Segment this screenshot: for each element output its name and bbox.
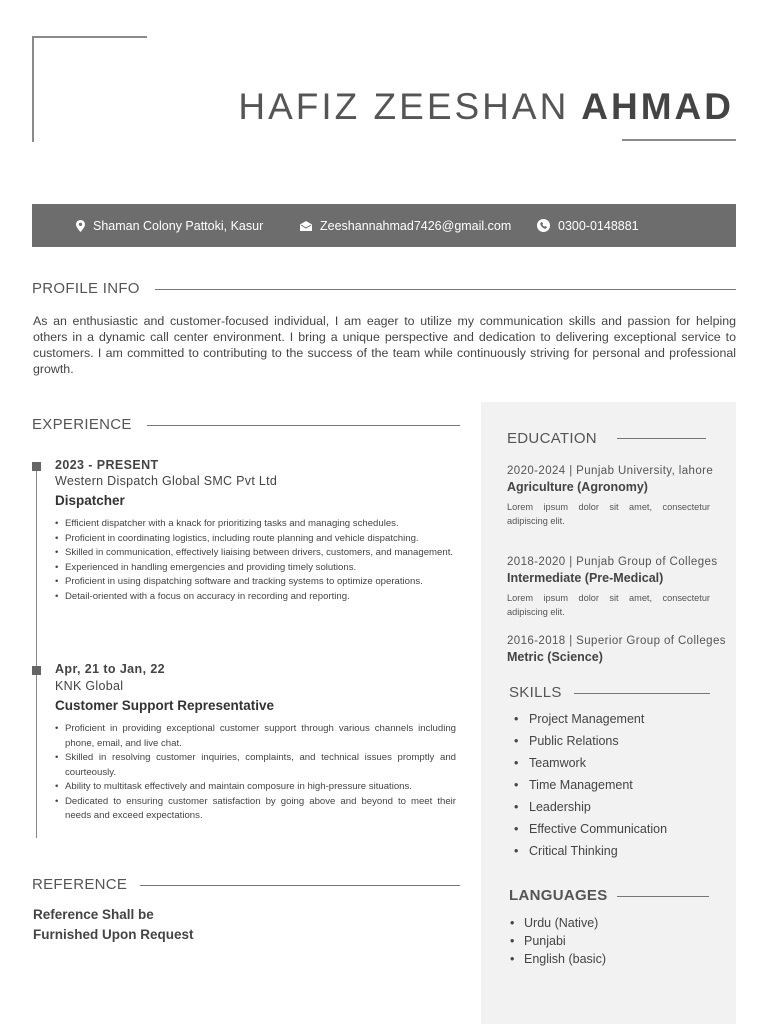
address-text: Shaman Colony Pattoki, Kasur — [93, 218, 264, 233]
contact-address — [76, 204, 263, 247]
skills-section-title: SKILLS — [509, 684, 562, 701]
education-date: 2016-2018 | Superior Group of Colleges — [507, 635, 726, 647]
job-company: Western Dispatch Global SMC Pvt Ltd — [55, 474, 278, 488]
profile-section-title: PROFILE INFO — [32, 280, 140, 297]
education-description: Lorem ipsum dolor sit amet, consectetur adipiscing elit. — [507, 593, 710, 617]
reference-section-title: REFERENCE — [32, 876, 128, 893]
languages-list — [524, 914, 606, 968]
job-bullet: • Efficient dispatcher with a knack for prioritizing tasks and managing schedules. — [55, 517, 456, 532]
profile-section-line — [155, 289, 736, 290]
job-bullet: • Experienced in handling emergencies and providing timely solutions. — [55, 561, 456, 576]
first-name: HAFIZ ZEESHAN — [238, 86, 570, 127]
job-title: Customer Support Representative — [55, 698, 275, 713]
reference-text — [33, 905, 194, 944]
timeline-marker — [32, 666, 41, 675]
skills-section-line — [574, 693, 710, 694]
languages-section-title: LANGUAGES — [509, 887, 608, 904]
job-bullet-list — [55, 722, 456, 824]
email-text[interactable]: Zeeshannahmad7426@gmail.com — [320, 218, 512, 233]
corner-frame-vertical — [32, 36, 34, 142]
skill-item: • Critical Thinking — [529, 841, 667, 863]
phone-icon — [537, 219, 550, 232]
name-underline — [622, 139, 736, 141]
education-degree: Intermediate (Pre-Medical) — [507, 571, 664, 585]
education-degree: Agriculture (Agronomy) — [507, 480, 648, 494]
skill-item: • Teamwork — [529, 753, 667, 775]
education-item — [507, 635, 737, 664]
job-bullet-list — [55, 517, 456, 604]
profile-text: As an enthusiastic and customer-focused individual, I am eager to utilize my communication skills and passion for helping others in a dynamic call center environment. I bring a unique perspective and dedication to delivering exceptional service to customers. I am committed to contributing to the success of the team while continuously striving for personal and professional growth. — [33, 314, 736, 376]
reference-line: Reference Shall be — [33, 907, 154, 922]
job-bullet: • Dedicated to ensuring customer satisfaction by going above and beyond to meet their needs and exceed expectations. — [55, 795, 456, 824]
experience-section-title: EXPERIENCE — [32, 416, 132, 433]
job-title: Dispatcher — [55, 493, 125, 508]
education-date: 2018-2020 | Punjab Group of Colleges — [507, 556, 718, 568]
job-bullet: • Skilled in communication, effectively liaising between drivers, customers, and management. — [55, 546, 456, 561]
education-item — [507, 465, 737, 528]
job-bullet: • Proficient in providing exceptional customer support through various channels including phone, email, and live chat. — [55, 722, 456, 751]
language-item: • Punjabi — [524, 932, 606, 950]
phone-text[interactable]: 0300-0148881 — [558, 218, 639, 233]
language-item: • Urdu (Native) — [524, 914, 606, 932]
timeline-marker — [32, 462, 41, 471]
skill-item: • Leadership — [529, 797, 667, 819]
experience-section-line — [147, 425, 460, 426]
skill-item: • Time Management — [529, 775, 667, 797]
skill-item: • Effective Communication — [529, 819, 667, 841]
language-item: • English (basic) — [524, 950, 606, 968]
reference-section-line — [140, 885, 460, 886]
job-company: KNK Global — [55, 679, 124, 693]
skill-item: • Public Relations — [529, 731, 667, 753]
corner-frame-horizontal — [32, 36, 147, 38]
education-section-title: EDUCATION — [507, 430, 597, 447]
job-bullet: • Proficient in coordinating logistics, including route planning and vehicle dispatching. — [55, 532, 456, 547]
last-name: AHMAD — [581, 86, 734, 127]
resume-name — [238, 86, 734, 128]
job-date: Apr, 21 to Jan, 22 — [55, 662, 166, 676]
experience-timeline — [36, 466, 37, 838]
envelope-icon — [300, 221, 312, 231]
education-description: Lorem ipsum dolor sit amet, consectetur adipiscing elit. — [507, 502, 710, 526]
skills-list — [529, 709, 667, 863]
job-bullet: • Skilled in resolving customer inquiries, complaints, and technical issues promptly and courteously. — [55, 751, 456, 780]
education-item — [507, 556, 737, 619]
contact-phone[interactable] — [537, 204, 639, 247]
education-date: 2020-2024 | Punjab University, lahore — [507, 465, 714, 477]
location-pin-icon — [76, 220, 85, 232]
languages-section-line — [617, 896, 709, 897]
education-section-line — [617, 438, 706, 439]
job-date: 2023 - PRESENT — [55, 458, 159, 472]
job-bullet: • Detail-oriented with a focus on accuracy in recording and reporting. — [55, 590, 456, 605]
job-bullet: • Proficient in using dispatching software and tracking systems to optimize operations. — [55, 575, 456, 590]
contact-bar — [32, 204, 736, 247]
contact-email[interactable] — [300, 204, 511, 247]
reference-line: Furnished Upon Request — [33, 926, 194, 942]
job-bullet: • Ability to multitask effectively and maintain composure in high-pressure situations. — [55, 780, 456, 795]
skill-item: • Project Management — [529, 709, 667, 731]
education-degree: Metric (Science) — [507, 650, 603, 664]
